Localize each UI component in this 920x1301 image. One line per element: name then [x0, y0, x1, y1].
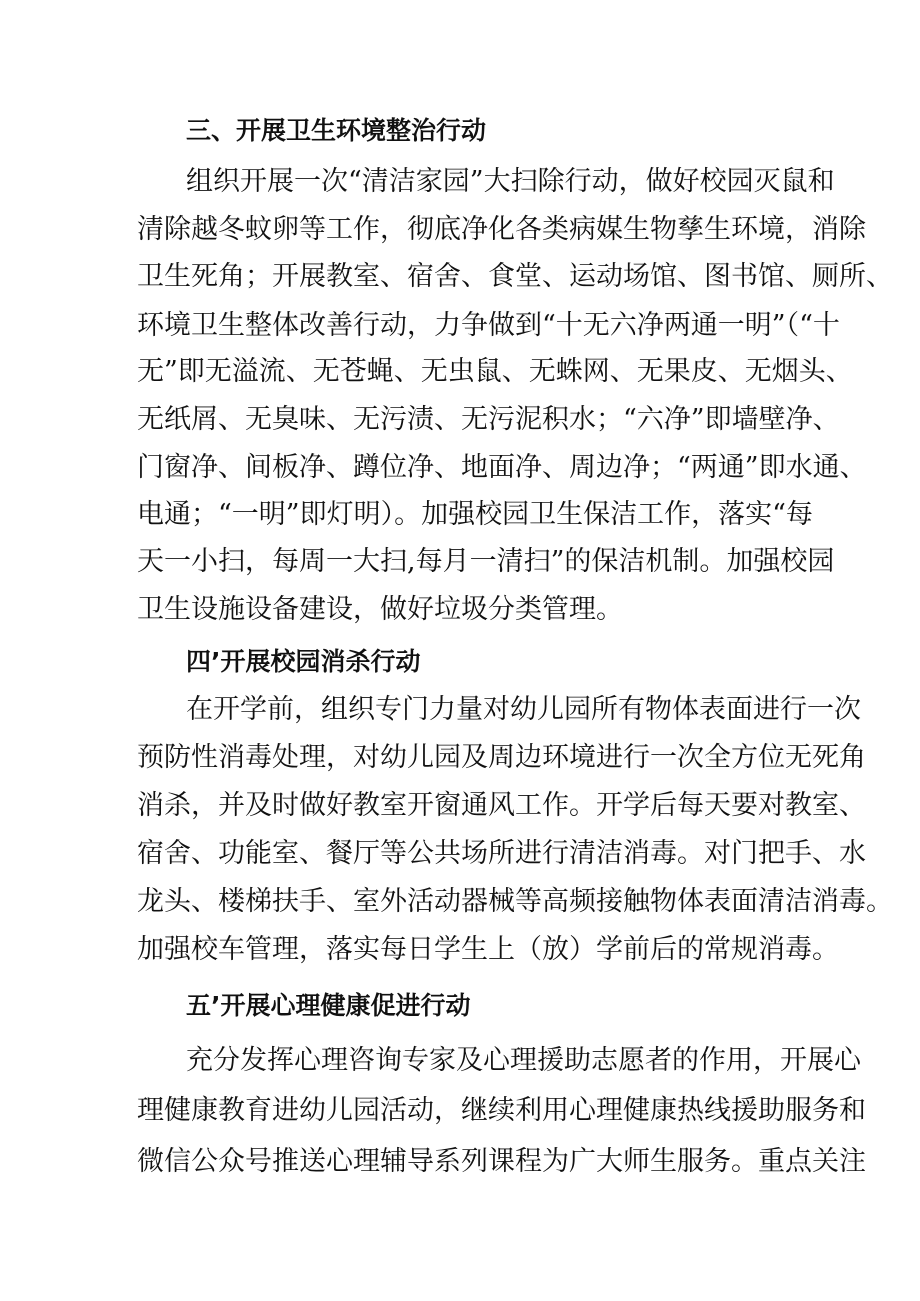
paragraph-line: 在开学前，组织专门力量对幼儿园所有物体表面进行一次	[186, 694, 861, 725]
section-heading-3: 三、开展卫生环境整治行动	[186, 116, 487, 145]
paragraph-line: 消杀，并及时做好教室开窗通风工作。开学后每天要对教室、	[137, 790, 866, 821]
paragraph-line: 清除越冬蚊卵等工作，彻底净化各类病媒生物孳生环境，消除	[137, 214, 866, 245]
paragraph-line: 预防性消毒处理，对幼儿园及周边环境进行一次全方位无死角	[137, 742, 866, 773]
paragraph-line: 加强校车管理，落实每日学生上（放）学前后的常规消毒。	[137, 934, 839, 965]
paragraph-line: 门窗净、间板净、蹲位净、地面净、周边净；“两通”即水通、	[137, 452, 867, 483]
paragraph-line: 天一小扫，每周一大扫,每月一清扫”的保洁机制。加强校园	[137, 546, 835, 577]
paragraph-line: 宿舍、功能室、餐厅等公共场所进行清洁消毒。对门把手、水	[137, 838, 866, 869]
paragraph-line: 电通；“一明”即灯明）。加强校园卫生保洁工作，落实“每	[137, 499, 813, 530]
paragraph-line: 环境卫生整体改善行动，力争做到“十无六净两通一明”（“十	[137, 310, 840, 341]
paragraph-line: 卫生设施设备建设，做好垃圾分类管理。	[137, 594, 623, 625]
section-heading-4: 四’开展校园消杀行动	[186, 647, 421, 676]
paragraph-line: 微信公众号推送心理辅导系列课程为广大师生服务。重点关注	[137, 1146, 866, 1177]
paragraph-line: 龙头、楼梯扶手、室外活动器械等高频接触物体表面清洁消毒。	[137, 886, 893, 917]
section-heading-5: 五’开展心理健康促进行动	[186, 991, 471, 1020]
paragraph-line: 组织开展一次“清洁家园”大扫除行动，做好校园灭鼠和	[186, 166, 835, 197]
paragraph-line: 卫生死角；开展教室、宿舍、食堂、运动场馆、图书馆、厕所、	[137, 261, 893, 292]
paragraph-line: 充分发挥心理咨询专家及心理援助志愿者的作用，开展心	[186, 1045, 861, 1076]
paragraph-line: 无纸屑、无臭味、无污渍、无污泥积水；“六净”即墙壁净、	[137, 404, 840, 435]
paragraph-line: 理健康教育进幼儿园活动，继续利用心理健康热线援助服务和	[137, 1095, 866, 1126]
paragraph-line: 无”即无溢流、无苍蝇、无虫鼠、无蛛网、无果皮、无烟头、	[137, 356, 853, 387]
